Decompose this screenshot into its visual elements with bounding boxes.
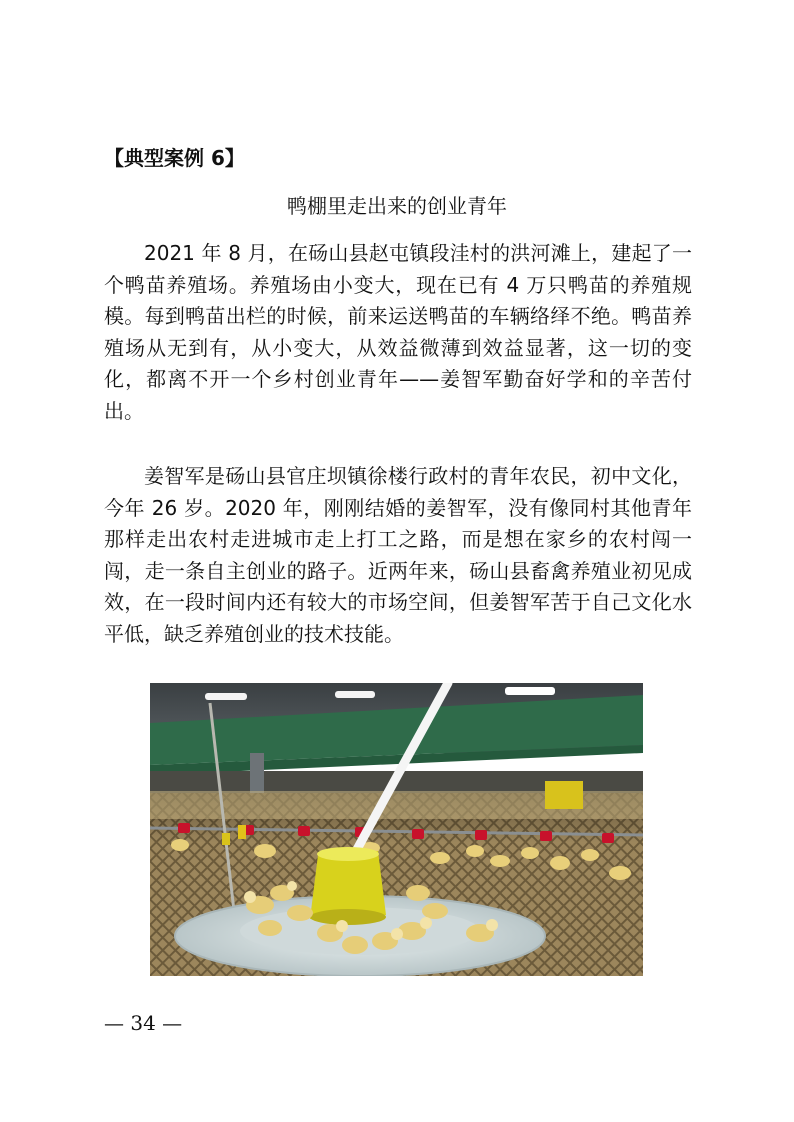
paragraph-text: 2021 年 8 月，在砀山县赵屯镇段洼村的洪河滩上，建起了一个鸭苗养殖场。养殖场由小变大，现在已有 4 万只鸭苗的养殖规模。每到鸭苗出栏的时候，前来运送鸭苗的车辆络绎不绝。鸭苗养殖场从无到有，从小变大，从效益微薄到效益显著，这一切的变化，都离不开一个乡村创业青年——姜智军勤奋好学和的辛苦付出。 bbox=[104, 241, 692, 423]
paragraph bbox=[104, 461, 692, 650]
paragraph-text: 姜智军是砀山县官庄坝镇徐楼行政村的青年农民，初中文化，今年 26 岁。2020 年，刚刚结婚的姜智军，没有像同村其他青年那样走出农村走进城市走上打工之路，而是想在家乡的农村闯一闯，走一条自主创业的路子。近两年来，砀山县畜禽养殖业初见成效，在一段时间内还有较大的市场空间，但姜智军苦于自己文化水平低，缺乏养殖创业的技术技能。 bbox=[104, 464, 692, 646]
article-title: 鸭棚里走出来的创业青年 bbox=[287, 194, 507, 218]
paragraph bbox=[104, 238, 692, 427]
duck-farm-photo bbox=[150, 683, 643, 976]
case-heading: 【典型案例 6】 bbox=[104, 146, 245, 170]
page-number: — 34 — bbox=[104, 1011, 183, 1035]
